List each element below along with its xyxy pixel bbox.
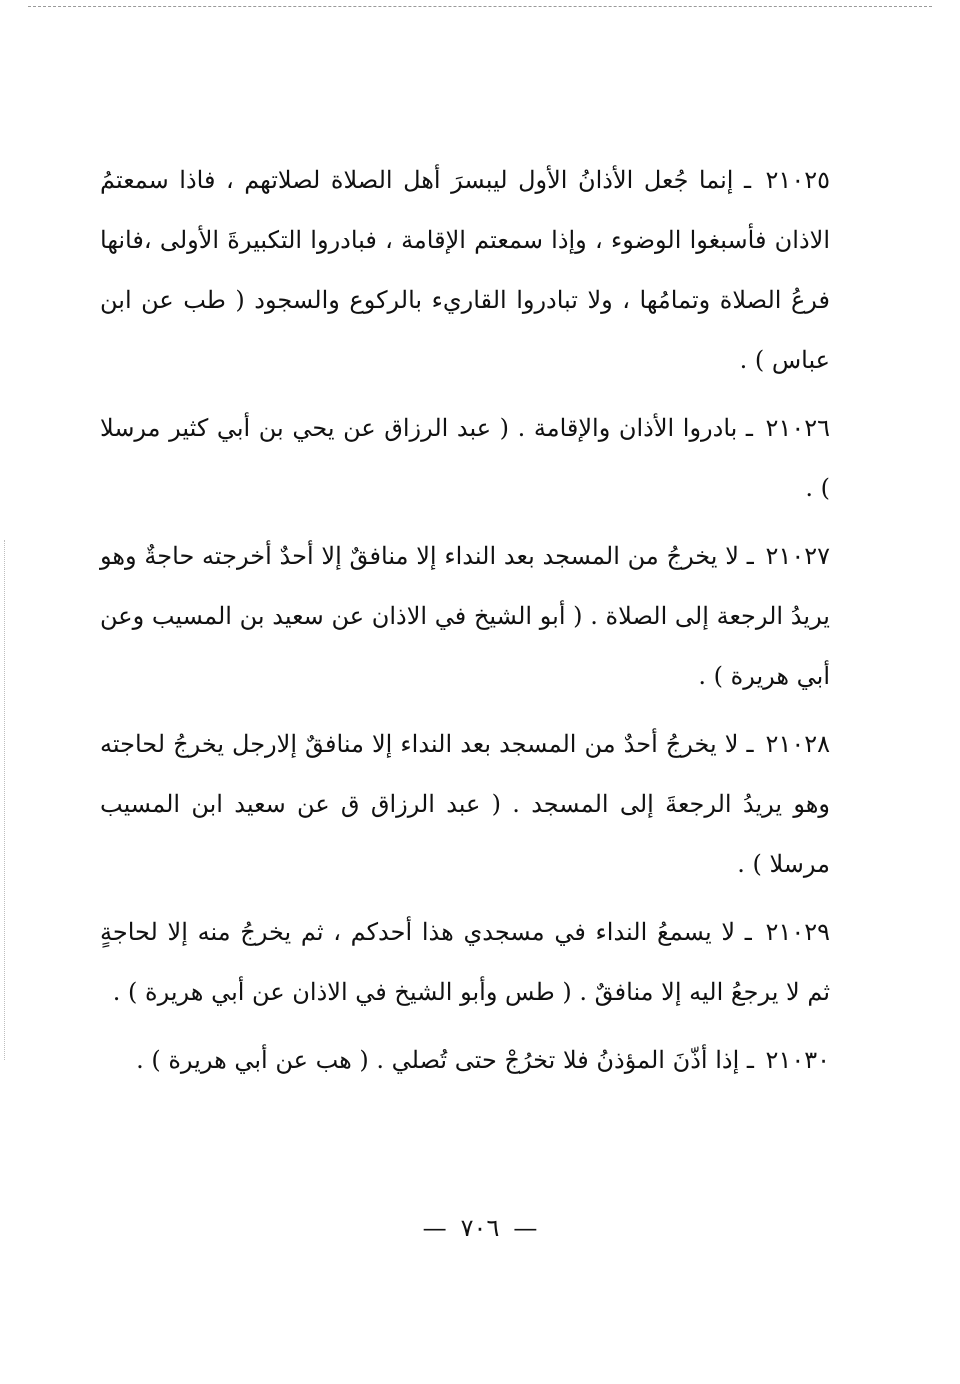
- hadith-text: ـ إذا أذّنَ المؤذنُ فلا تخرُجْ حتى تُصلي . ( هب عن أبي هريرة ) .: [136, 1046, 754, 1074]
- hadith-number: ٢١٠٢٦: [765, 414, 830, 442]
- hadith-text-block: [100, 150, 830, 1098]
- hadith-entry: [100, 150, 830, 390]
- hadith-number: ٢١٠٣٠: [765, 1046, 830, 1074]
- hadith-number: ٢١٠٢٨: [765, 730, 830, 758]
- hadith-entry: [100, 526, 830, 706]
- hadith-text: ـ إنما جُعل الأذانُ الأول ليبسرَ أهل الصلاة لصلاتهم ، فاذا سمعتمُ الاذان فأسبغوا الوضوء ، وإذا سمعتم الإقامة ، فبادروا التكبيرةَ الأولى ،فانها فرعُ الصلاة وتمامُها ، ولا تبادروا القاريء بالركوع والسجود ( طب عن ابن عباس ) .: [100, 166, 830, 374]
- hadith-text: ـ لا يخرجُ أحدٌ من المسجد بعد النداء إلا منافقٌ إلارجل يخرجُ لحاجته وهو يريدُ الرجعةَ إلى المسجد . ( عبد الرزاق ق عن سعيد ابن المسيب مرسلا ) .: [100, 730, 830, 878]
- hadith-text: ـ بادروا الأذان والإقامة . ( عبد الرزاق عن يحي بن أبي كثير مرسلا ) .: [100, 414, 830, 502]
- hadith-text: ـ لا يسمعُ النداء في مسجدي هذا أحدكم ، ثم يخرجُ منه إلا لحاجةٍ ثم لا يرجعُ اليه إلا منافقٌ . ( طس وأبو الشيخ في الاذان عن أبي هريرة ) .: [100, 918, 830, 1006]
- hadith-number: ٢١٠٢٥: [765, 166, 830, 194]
- top-scan-rule: [28, 6, 932, 7]
- hadith-entry: [100, 1030, 830, 1090]
- hadith-number: ٢١٠٢٧: [765, 542, 830, 570]
- hadith-entry: [100, 714, 830, 894]
- page-number-dash: —: [422, 1214, 447, 1242]
- hadith-entry: [100, 398, 830, 518]
- page-number-value: ٧٠٦: [460, 1214, 500, 1242]
- hadith-number: ٢١٠٢٩: [765, 918, 830, 946]
- hadith-entry: [100, 902, 830, 1022]
- page-number: [0, 1208, 960, 1248]
- hadith-text: ـ لا يخرجُ من المسجد بعد النداء إلا منافقٌ إلا أحدٌ أخرجته حاجةٌ وهو يريدُ الرجعة إلى الصلاة . ( أبو الشيخ في الاذان عن سعيد بن المسيب وعن أبي هريرة ) .: [100, 542, 830, 690]
- page-number-dash: —: [513, 1214, 538, 1242]
- page-edge-mark: [4, 540, 5, 1060]
